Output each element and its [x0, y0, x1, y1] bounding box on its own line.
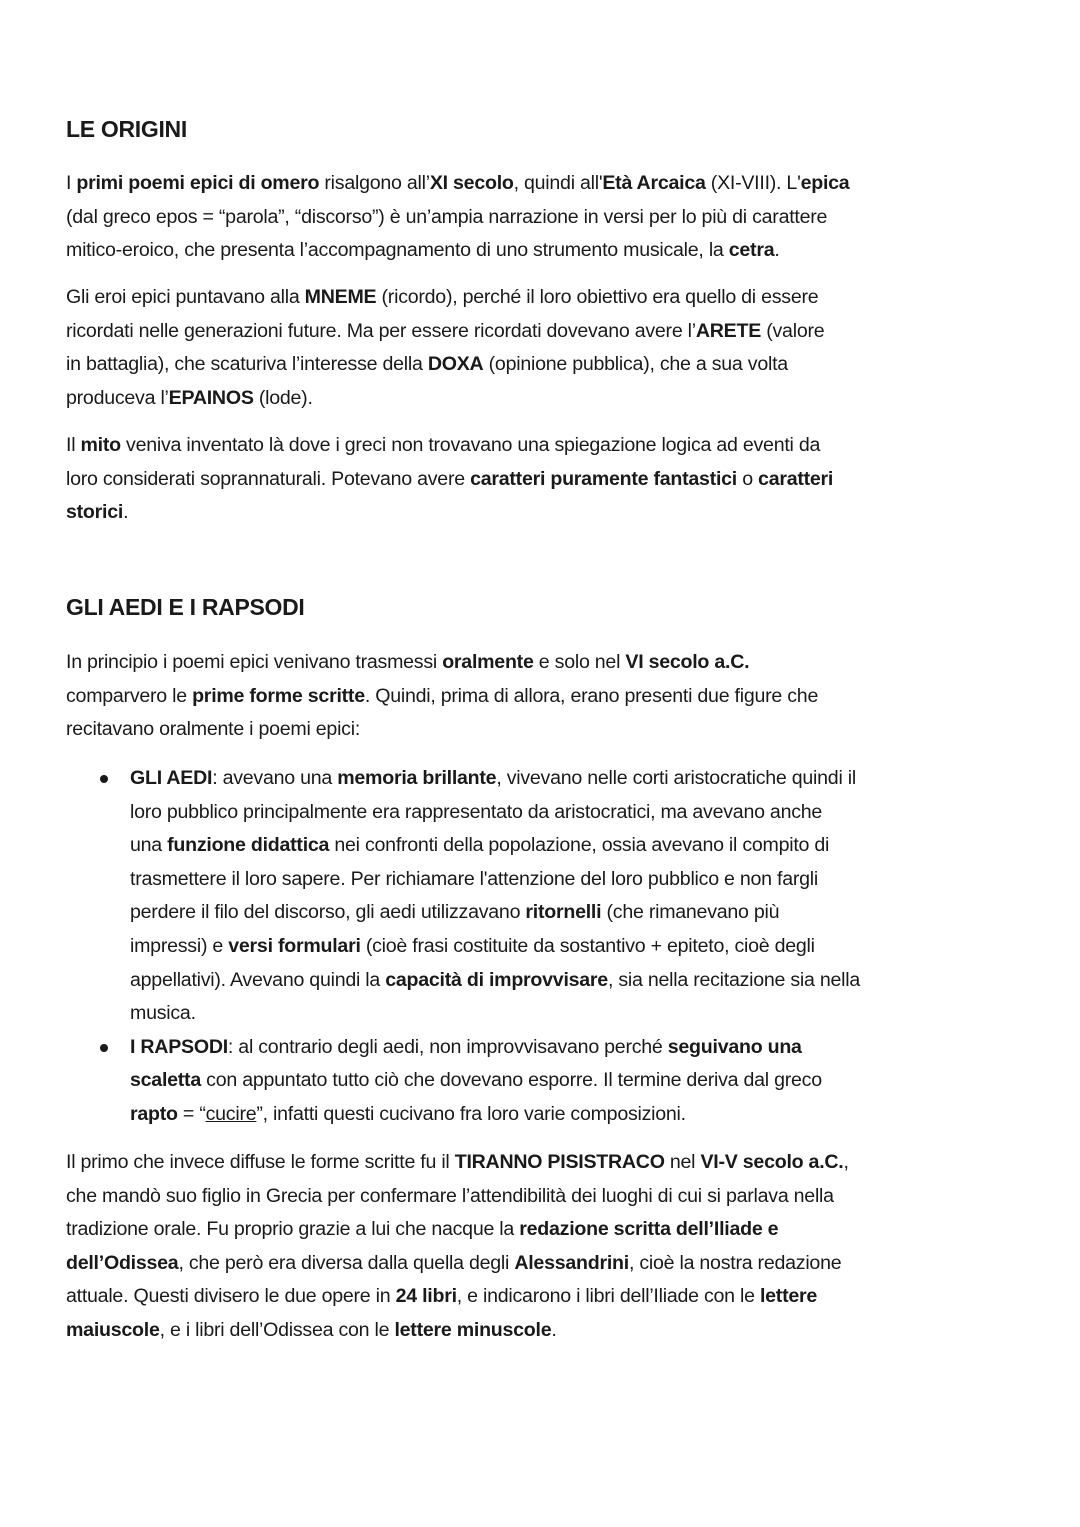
text-run: . Quindi, prima di allora, erano presenti due figure che — [364, 684, 819, 707]
text-run: , e indicarono i libri dell’Iliade con le — [456, 1285, 760, 1308]
text-run: (ricordo), perché il loro obiettivo era quello di essere — [376, 286, 819, 308]
text-line — [130, 796, 860, 830]
text-run: perdere il filo del discorso, gli aedi utilizzavano — [130, 901, 526, 924]
bold-text: MNEME — [304, 286, 377, 308]
text-run: (lode). — [253, 386, 313, 409]
text-run: : avevano una — [212, 767, 338, 789]
text-run: o — [737, 467, 759, 490]
bold-text: Alessandrini — [514, 1251, 629, 1274]
text-line — [66, 281, 824, 315]
text-line — [130, 930, 860, 964]
text-run: recitavano oralmente i poemi epici: — [66, 718, 361, 741]
bold-text: mito — [80, 434, 121, 456]
bold-text: storici — [66, 501, 124, 524]
text-run: impressi) e — [130, 934, 229, 957]
text-run: trasmettere il loro sapere. Per richiamare l'attenzione del loro pubblico e non fargli — [130, 867, 818, 890]
text-line — [66, 463, 833, 497]
bold-text: maiuscole — [66, 1318, 160, 1341]
text-line — [66, 1180, 849, 1214]
bold-text: TIRANNO PISISTRACO — [454, 1151, 665, 1173]
text-run: Gli eroi epici puntavano alla — [66, 286, 305, 308]
bullet-item-aedi — [98, 762, 860, 1031]
bold-text: 24 libri — [395, 1285, 457, 1308]
text-line — [66, 167, 849, 201]
text-run: risalgono all’ — [319, 172, 430, 194]
text-line — [66, 1213, 849, 1247]
text-run: produceva l’ — [66, 386, 169, 409]
bold-text: rapto — [130, 1102, 178, 1125]
text-run: In principio i poemi epici venivano trasmessi — [66, 651, 443, 673]
text-line — [66, 1314, 849, 1348]
text-run: I — [66, 172, 77, 194]
text-line — [66, 201, 849, 235]
text-run: appellativi). Avevano quindi la — [130, 968, 386, 991]
underlined-text: cucire — [205, 1102, 257, 1125]
text-run: Il primo che invece diffuse le forme scritte fu il — [66, 1151, 455, 1173]
text-line — [66, 496, 833, 530]
bold-text: Età Arcaica — [602, 172, 706, 194]
text-line — [130, 1031, 860, 1065]
bold-text: seguivano una — [667, 1035, 802, 1058]
text-line — [130, 964, 860, 998]
bold-text: dell’Odissea — [66, 1251, 179, 1274]
text-line — [66, 680, 818, 714]
text-run: , cioè la nostra redazione — [628, 1251, 842, 1274]
bold-text: redazione scritta dell’Iliade e — [519, 1218, 779, 1241]
text-run: , quindi all' — [513, 172, 603, 194]
bold-text: capacità di improvvisare — [385, 968, 608, 991]
text-run: una — [130, 834, 168, 857]
bold-text: I RAPSODI — [130, 1035, 228, 1058]
bold-text: VI secolo a.C. — [625, 651, 750, 673]
text-run: musica. — [130, 1002, 196, 1025]
bold-text: DOXA — [427, 353, 484, 376]
text-line — [66, 429, 833, 463]
text-line — [130, 896, 860, 930]
bold-text: funzione didattica — [167, 834, 330, 857]
bold-text: versi formulari — [228, 934, 361, 957]
bullet-icon — [100, 775, 108, 783]
text-line — [130, 1098, 860, 1132]
text-run: e solo nel — [533, 651, 626, 673]
text-line — [66, 382, 824, 416]
bullet-text — [130, 1031, 860, 1132]
text-line — [66, 646, 818, 680]
paragraph-mneme — [66, 281, 824, 415]
bold-text: caratteri puramente fantastici — [470, 467, 737, 490]
text-line — [130, 762, 860, 796]
text-run: nei confronti della popolazione, ossia avevano il compito di — [329, 834, 830, 857]
text-run: che mandò suo figlio in Grecia per confermare l’attendibilità dei luoghi di cui si parlava nella — [66, 1184, 834, 1207]
text-run: (valore — [761, 319, 825, 342]
text-run: , e i libri dell’Odissea con le — [159, 1318, 395, 1341]
text-run: (che rimanevano più — [601, 901, 780, 924]
paragraph-trasmissione — [66, 646, 818, 747]
bullet-icon — [100, 1044, 108, 1052]
bold-text: prime forme scritte — [192, 684, 365, 707]
bold-text: lettere — [759, 1285, 818, 1308]
text-line — [66, 713, 818, 747]
text-run: , — [843, 1151, 849, 1173]
text-run: (dal greco epos = “parola”, “discorso”) è un’ampia narrazione in versi per lo più di carattere — [66, 205, 828, 228]
text-run: ”, infatti questi cucivano fra loro varie composizioni. — [256, 1102, 686, 1125]
text-line — [66, 1280, 849, 1314]
text-line — [66, 315, 824, 349]
bold-text: memoria brillante — [337, 767, 497, 789]
text-run: ricordati nelle generazioni future. Ma per essere ricordati dovevano avere l’ — [66, 319, 696, 342]
paragraph-mito — [66, 429, 833, 530]
text-run: , che però era diversa dalla quella degli — [178, 1251, 515, 1274]
bold-text: oralmente — [442, 651, 534, 673]
text-run: , vivevano nelle corti aristocratiche quindi il — [496, 767, 856, 789]
bullet-list — [98, 762, 860, 1132]
text-run: . — [774, 239, 780, 262]
text-line — [130, 863, 860, 897]
text-run: (XI-VIII). L' — [705, 172, 801, 194]
text-run: nel — [664, 1151, 701, 1173]
paragraph-epica — [66, 167, 849, 268]
bold-text: VI-V secolo a.C. — [700, 1151, 844, 1173]
text-run: . — [551, 1318, 557, 1341]
text-line — [66, 1146, 849, 1180]
bullet-item-rapsodi — [98, 1031, 860, 1132]
bold-text: primi poemi epici di omero — [76, 172, 320, 194]
section-heading-origini: LE ORIGINI — [66, 116, 187, 142]
bold-text: ARETE — [695, 319, 762, 342]
text-run: comparvero le — [66, 684, 193, 707]
text-run: loro considerati soprannaturali. Potevano avere — [66, 467, 471, 490]
section-heading-aedi-rapsodi: GLI AEDI E I RAPSODI — [66, 594, 305, 620]
bold-text: scaletta — [130, 1069, 201, 1092]
bold-text: caratteri — [758, 467, 834, 490]
text-run: mitico-eroico, che presenta l’accompagnamento di uno strumento musicale, la — [66, 239, 729, 262]
bold-text: XI secolo — [429, 172, 514, 194]
text-line — [66, 1247, 849, 1281]
text-run: Il — [66, 434, 81, 456]
text-run: , sia nella recitazione sia nella — [607, 968, 861, 991]
text-run: tradizione orale. Fu proprio grazie a lui che nacque la — [66, 1218, 520, 1241]
text-run: veniva inventato là dove i greci non trovavano una spiegazione logica ad eventi da — [120, 434, 821, 456]
text-run: in battaglia), che scaturiva l’interesse della — [66, 353, 428, 376]
text-run: = “ — [177, 1102, 206, 1125]
text-run: . — [123, 501, 129, 524]
text-run: (opinione pubblica), che a sua volta — [483, 353, 788, 376]
paragraph-pisistrato — [66, 1146, 849, 1348]
bullet-text — [130, 762, 860, 1031]
text-line — [66, 234, 849, 268]
text-line — [66, 348, 824, 382]
bold-text: EPAINOS — [168, 386, 254, 409]
text-run: loro pubblico principalmente era rappresentato da aristocratici, ma avevano anche — [130, 800, 823, 823]
bold-text: GLI AEDI — [130, 767, 213, 789]
text-run: attuale. Questi divisero le due opere in — [66, 1285, 396, 1308]
bold-text: ritornelli — [525, 901, 602, 924]
text-run: con appuntato tutto ciò che dovevano esporre. Il termine deriva dal greco — [200, 1069, 822, 1092]
text-line — [130, 997, 860, 1031]
text-line — [130, 829, 860, 863]
text-run: : al contrario degli aedi, non improvvisavano perché — [227, 1035, 668, 1058]
bold-text: lettere minuscole — [394, 1318, 552, 1341]
bold-text: cetra — [728, 239, 775, 262]
text-line — [130, 1064, 860, 1098]
text-run: (cioè frasi costituite da sostantivo + epiteto, cioè degli — [360, 934, 815, 957]
bold-text: epica — [800, 172, 850, 194]
